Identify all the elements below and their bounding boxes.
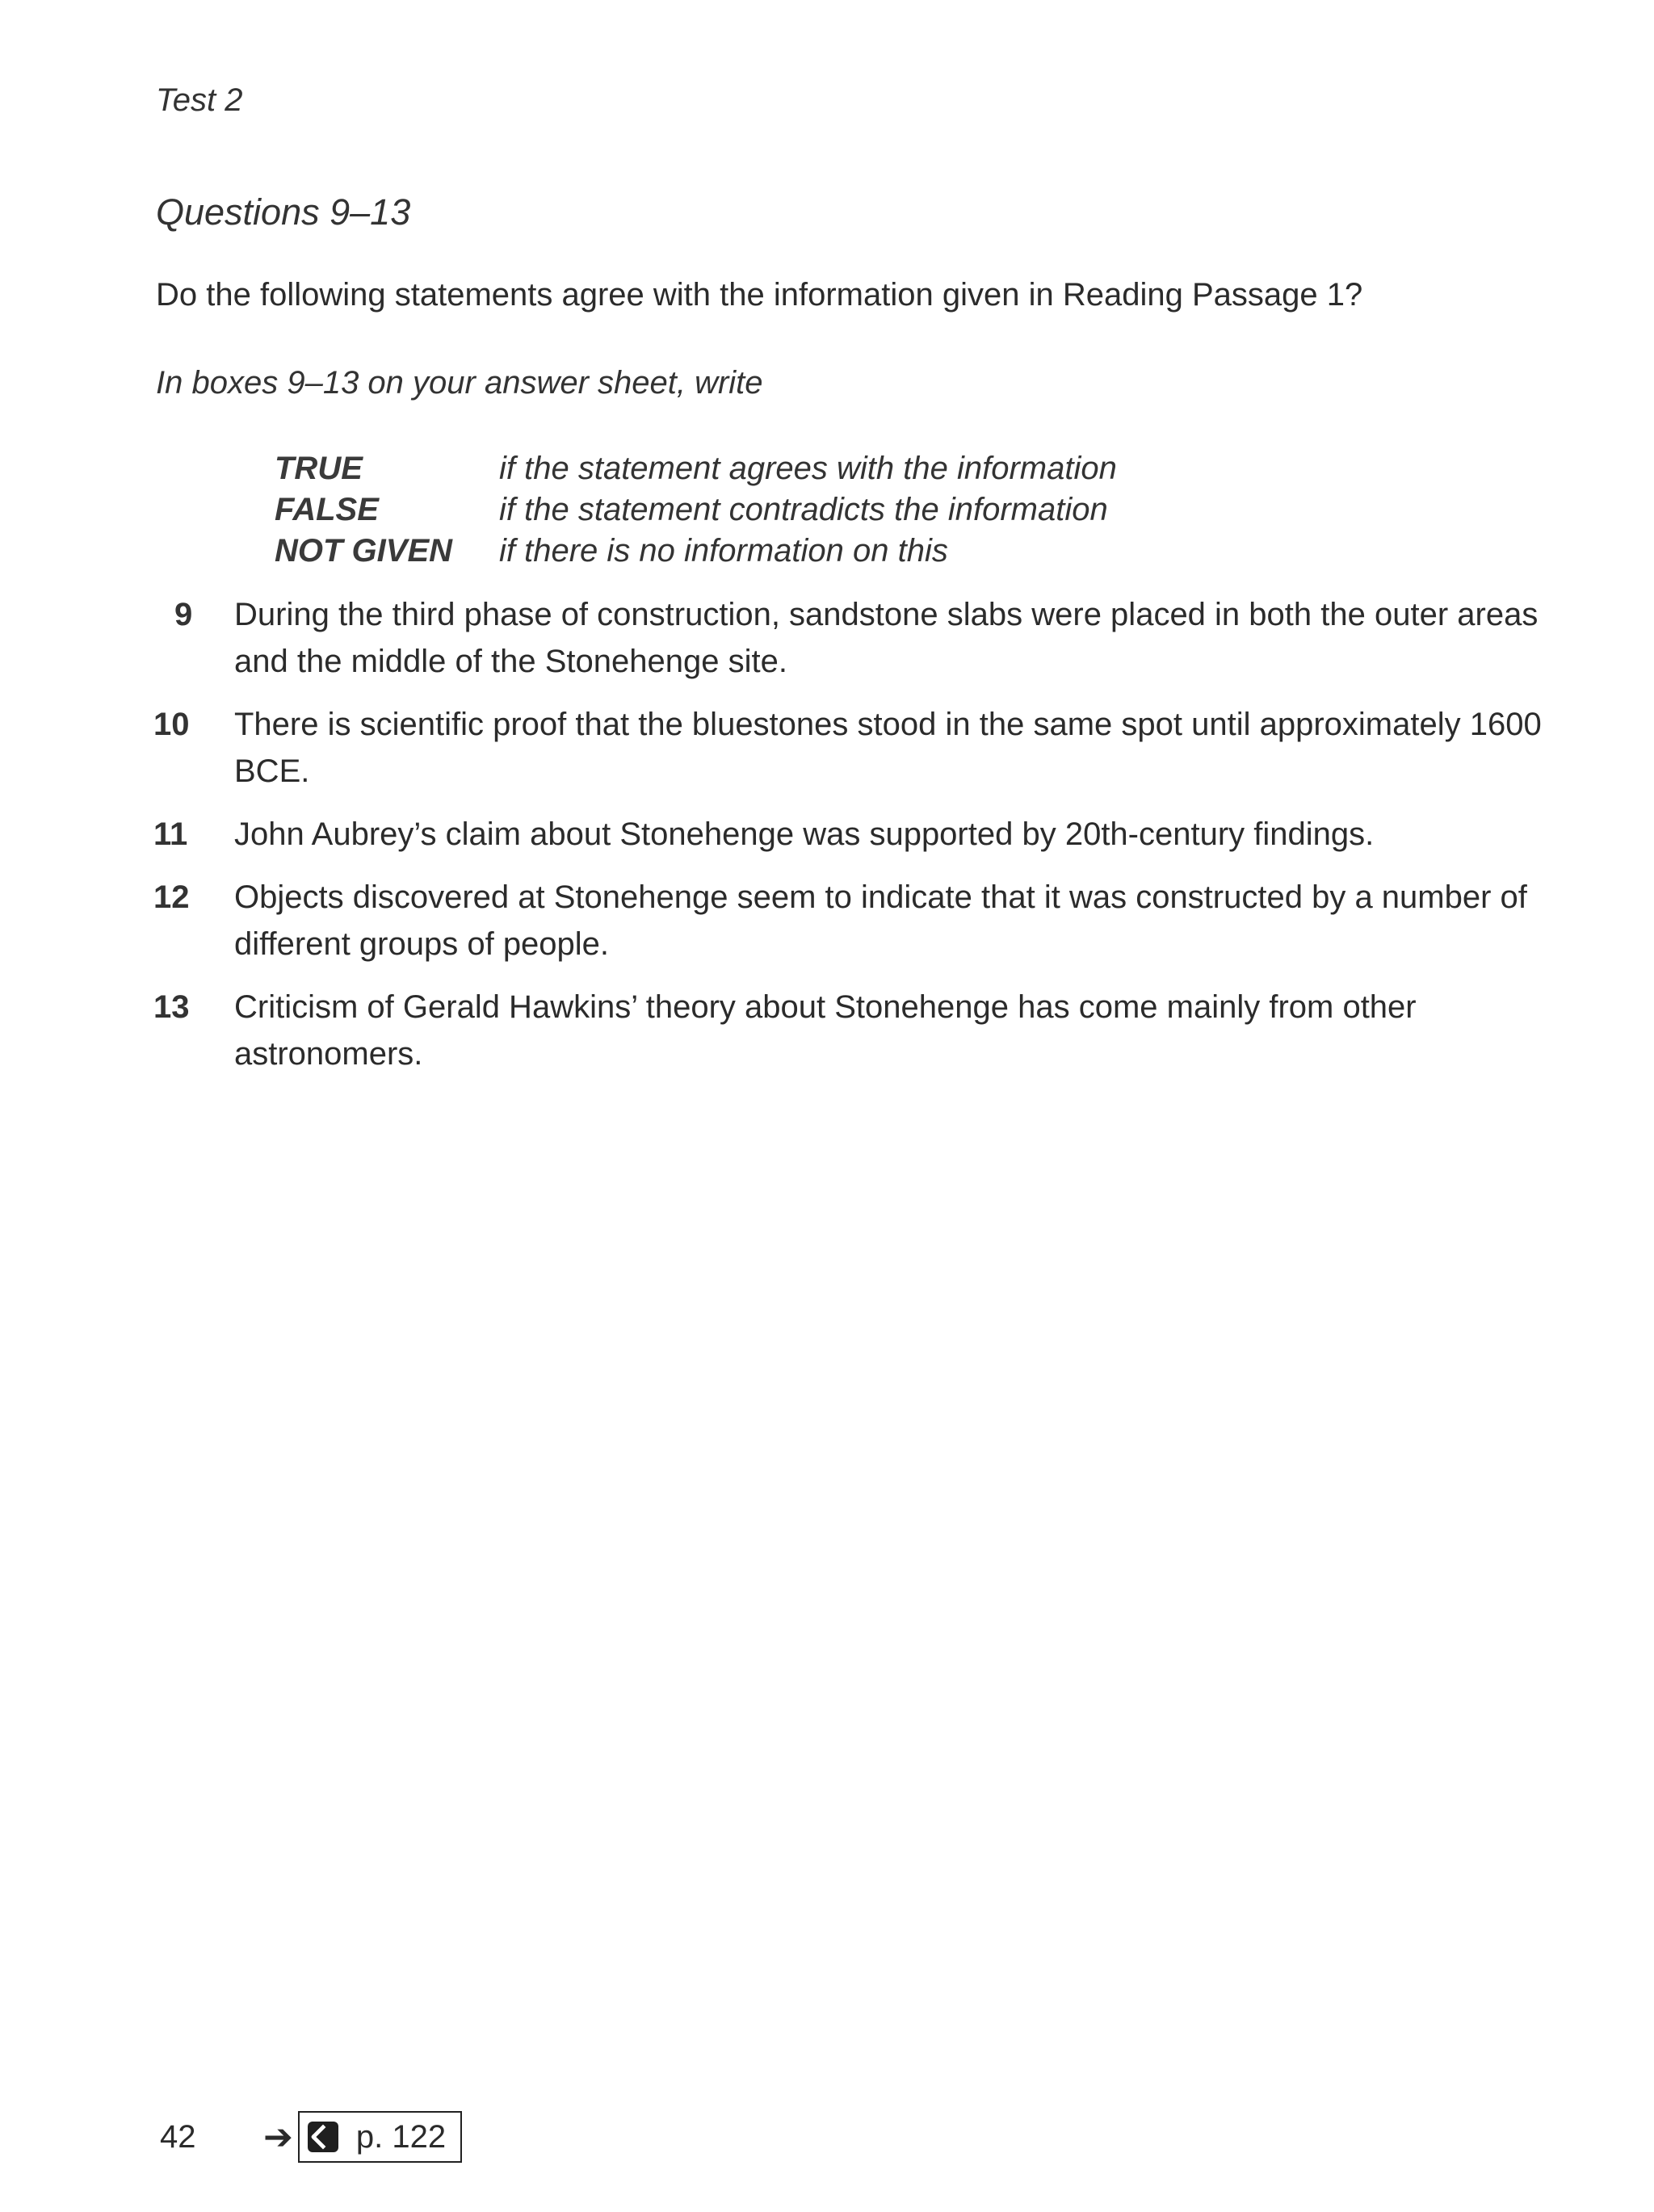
question-item xyxy=(153,874,1543,967)
instruction-text: Do the following statements agree with the information given in Reading Passage 1? xyxy=(156,277,1363,313)
page-header: Test 2 xyxy=(156,82,243,118)
question-number: 9 xyxy=(174,597,193,632)
question-item xyxy=(153,984,1543,1077)
answer-reference-box xyxy=(298,2111,462,2163)
page-number: 42 xyxy=(160,2118,196,2155)
question-text: Criticism of Gerald Hawkins’ theory about Stonehenge has come mainly from other astronomers. xyxy=(234,989,1417,1072)
arrow-right-icon: ➔ xyxy=(263,2117,293,2157)
key-row-not-given xyxy=(275,531,1117,572)
key-definition: if the statement agrees with the information xyxy=(499,451,1117,486)
key-term: TRUE xyxy=(275,451,363,486)
sub-instruction-text: In boxes 9–13 on your answer sheet, write xyxy=(156,365,763,401)
question-text: During the third phase of construction, sandstone slabs were placed in both the outer areas and the middle of the Stonehenge site. xyxy=(234,597,1539,679)
answer-reference-page: p. 122 xyxy=(355,2118,447,2155)
question-text: Objects discovered at Stonehenge seem to indicate that it was constructed by a number of different groups of people. xyxy=(234,879,1527,962)
key-row-false xyxy=(275,489,1117,531)
key-definition: if the statement contradicts the information xyxy=(499,492,1108,527)
section-title: Questions 9–13 xyxy=(156,191,411,233)
question-number: 10 xyxy=(153,707,190,742)
question-item xyxy=(153,701,1543,795)
question-number: 11 xyxy=(153,816,188,852)
question-list xyxy=(153,591,1543,1093)
page-footer xyxy=(160,2111,462,2163)
question-item xyxy=(153,811,1543,858)
question-text: There is scientific proof that the bluestones stood in the same spot until approximately 1600 BCE. xyxy=(234,707,1542,789)
key-term: FALSE xyxy=(275,492,379,527)
key-definition: if there is no information on this xyxy=(499,533,948,569)
question-number: 12 xyxy=(153,879,190,915)
question-number: 13 xyxy=(153,989,190,1025)
question-item xyxy=(153,591,1543,685)
key-row-true xyxy=(275,448,1117,489)
question-text: John Aubrey’s claim about Stonehenge was supported by 20th-century findings. xyxy=(234,816,1375,852)
answer-key-table xyxy=(275,448,1117,572)
answer-key-icon xyxy=(308,2122,338,2152)
key-term: NOT GIVEN xyxy=(275,533,453,569)
